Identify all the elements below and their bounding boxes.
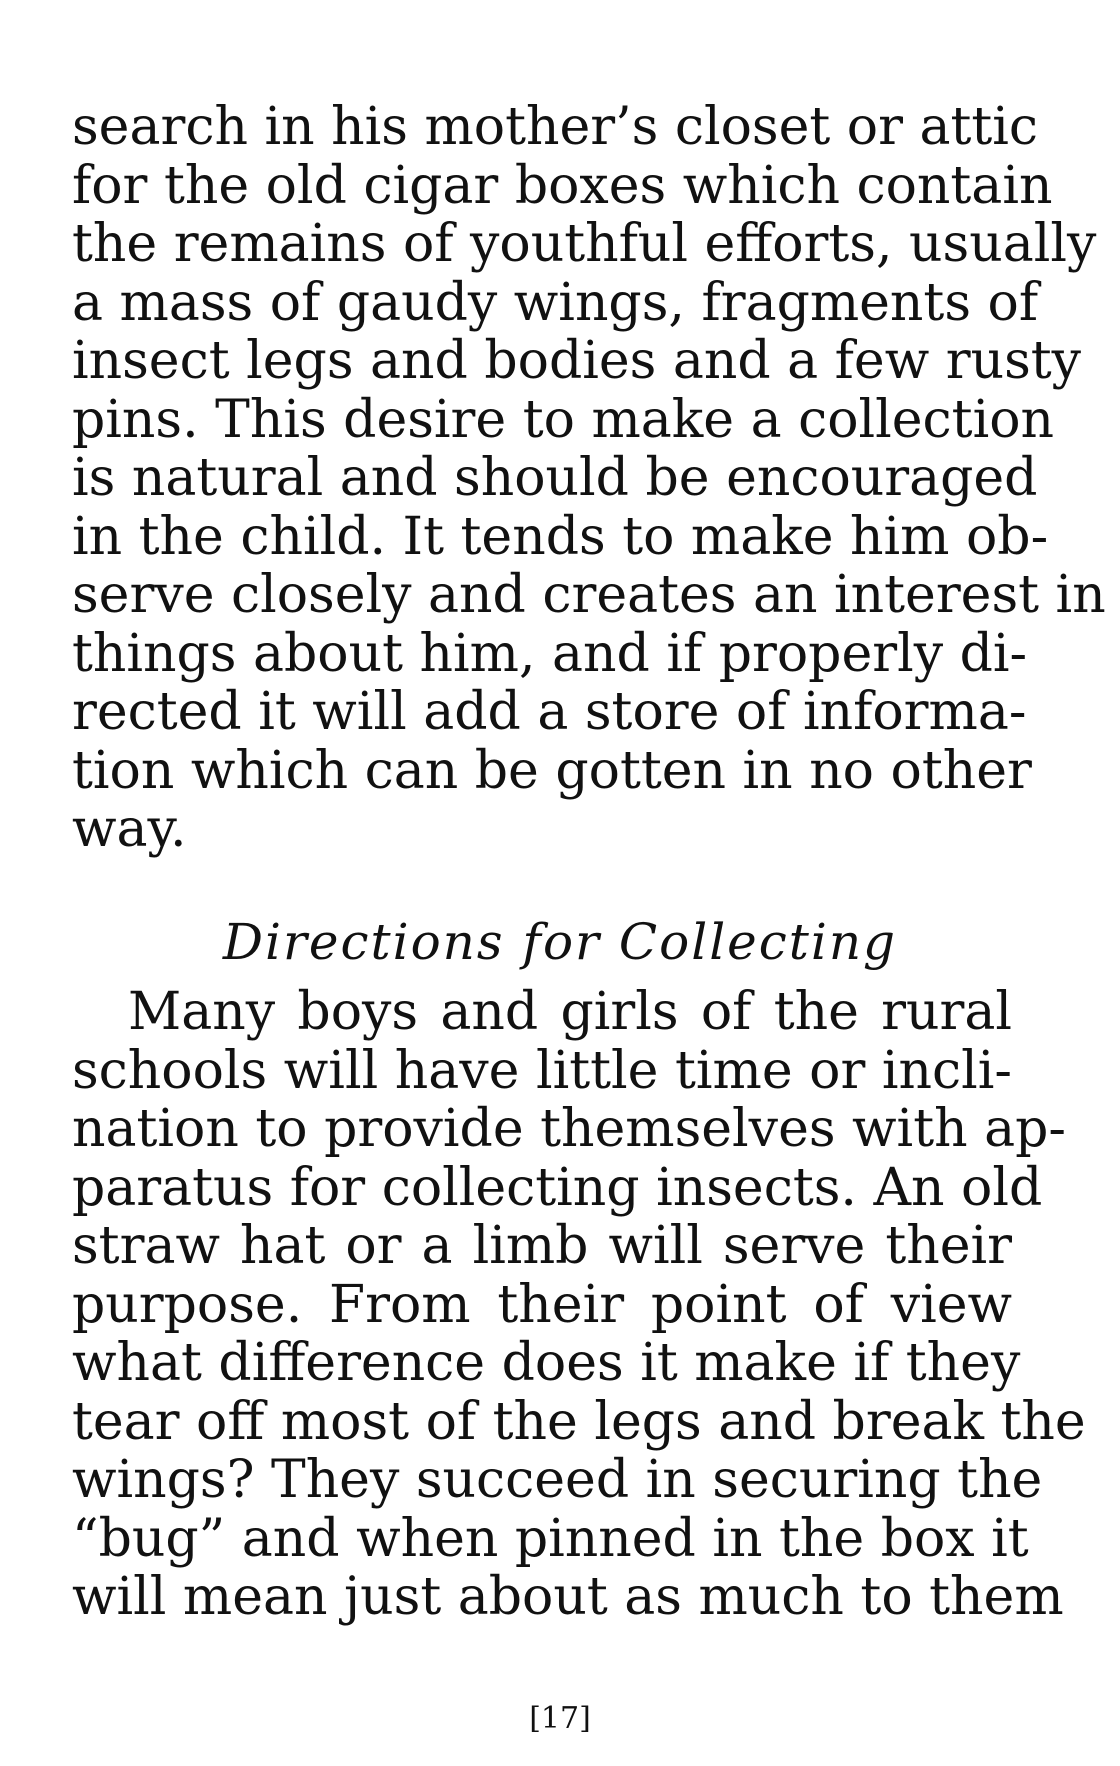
text-line: tear off most of the legs and break the (72, 1391, 1086, 1452)
text-line: what difference does it make if they (72, 1333, 1021, 1393)
text-line: nation to provide themselves with ap- (72, 1099, 1066, 1159)
text-line: pins. This desire to make a collection (72, 389, 1055, 450)
paragraph (72, 982, 1086, 1627)
text-line: way. (72, 799, 187, 859)
text-line: is natural and should be encouraged (72, 448, 1038, 508)
text-line: rected it will add a store of informa- (72, 682, 1027, 742)
text-line: a mass of gaudy wings, fragments of (72, 272, 1039, 333)
text-line: paratus for collecting insects. An old (72, 1157, 1043, 1218)
text-line: serve closely and creates an interest in (72, 565, 1106, 625)
text-line: in the child. It tends to make him ob- (72, 506, 1049, 567)
text-line: things about him, and if properly di- (72, 623, 1028, 684)
text-line: schools will have little time or incli- (72, 1040, 1012, 1101)
paragraph-continued (72, 97, 1106, 859)
text-line: straw hat or a limb will serve their (72, 1216, 1012, 1276)
text-line: wings? They succeed in securing the (72, 1450, 1043, 1510)
text-line: insect legs and bodies and a few rusty (72, 331, 1082, 391)
section-heading: Directions for Collecting (222, 913, 898, 971)
text-line: Many boys and girls of the rural (128, 982, 1012, 1042)
text-line: search in his mother’s closet or attic (72, 97, 1039, 157)
text-line: for the old cigar boxes which contain (72, 155, 1053, 216)
text-line: tion which can be gotten in no other (72, 740, 1032, 801)
text-line: will mean just about as much to them (72, 1567, 1064, 1627)
text-line: purpose. From their point of view (72, 1274, 1012, 1335)
text-line: “bug” and when pinned in the box it (72, 1508, 1029, 1569)
text-line: the remains of youthful efforts, usually (72, 214, 1097, 274)
page-number: [17] (529, 1701, 591, 1736)
